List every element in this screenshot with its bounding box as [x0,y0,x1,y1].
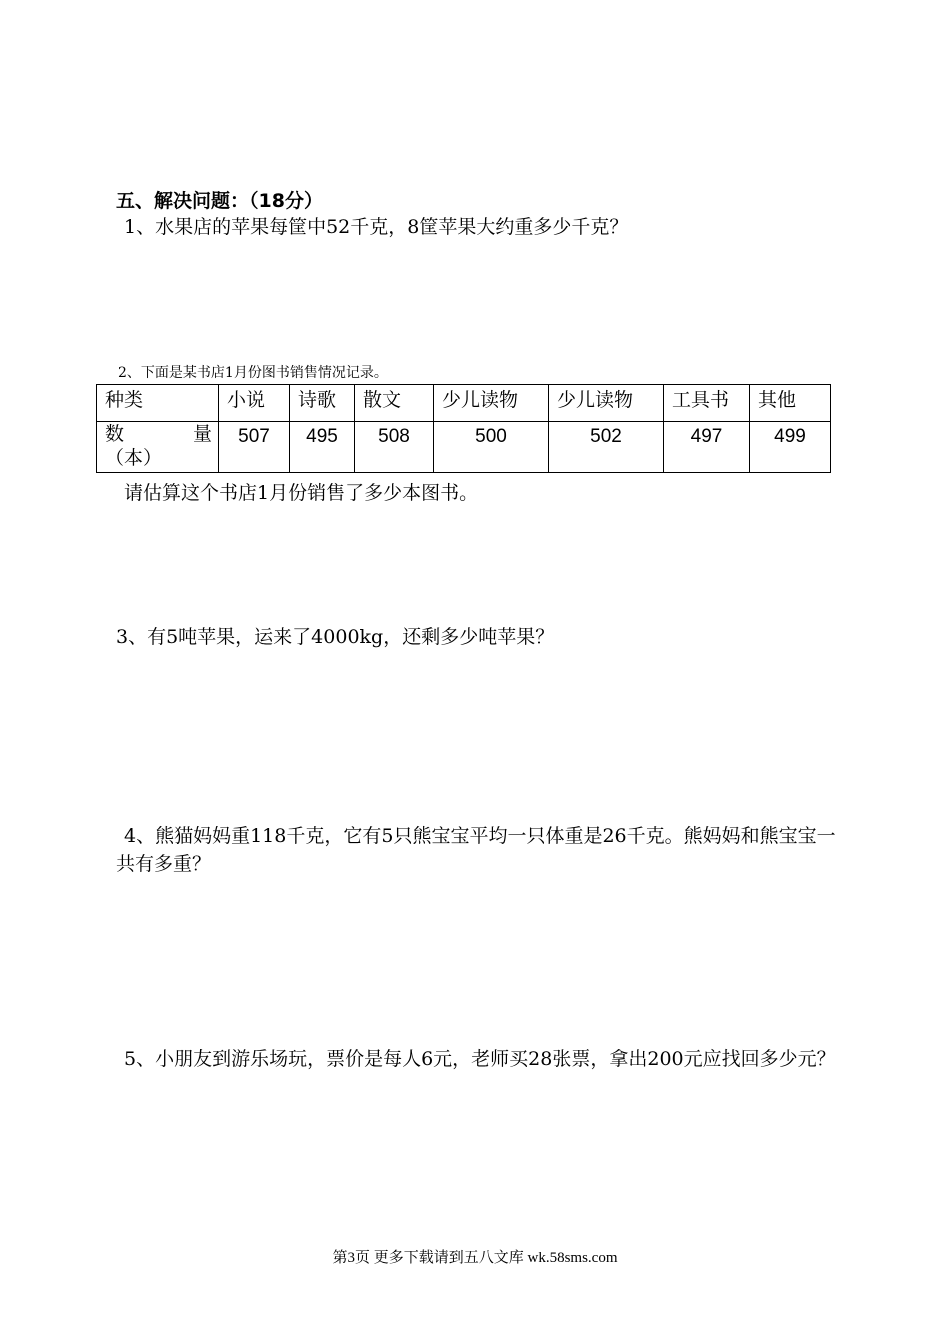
value-cell: 499 [750,422,831,473]
section-heading: 五、解决问题：（18分） [116,190,323,212]
row-label-unit: （本） [105,447,163,469]
value-cell: 500 [434,422,549,473]
row-label-part: 量 [192,423,212,445]
value-cell: 508 [355,422,434,473]
category-cell: 小说 [219,385,290,422]
row-label-part: 数 [105,423,125,445]
question-3: 3、有5吨苹果，运来了4000kg，还剩多少吨苹果？ [116,626,555,648]
category-cell: 诗歌 [290,385,355,422]
table-data-row [97,422,831,473]
question-2-prompt: 请估算这个书店1月份销售了多少本图书。 [124,482,479,504]
category-cell: 工具书 [664,385,750,422]
category-cell: 其他 [750,385,831,422]
value-cell: 502 [549,422,664,473]
value-cell: 497 [664,422,750,473]
category-cell: 少儿读物 [549,385,664,422]
category-cell: 散文 [355,385,434,422]
question-2-intro: 2、下面是某书店1月份图书销售情况记录。 [118,365,388,381]
book-sales-table [96,384,831,473]
page-footer: 第3页 更多下载请到五八文库 wk.58sms.com [332,1250,618,1266]
table-header-label: 种类 [97,385,219,422]
quantity-row-label [97,422,219,473]
question-4: 4、熊猫妈妈重118千克，它有5只熊宝宝平均一只体重是26千克。熊妈妈和熊宝宝一共有多重？ [116,825,836,875]
question-5: 5、小朋友到游乐场玩，票价是每人6元，老师买28张票，拿出200元应找回多少元？ [124,1048,836,1070]
table-header-row [97,385,831,422]
question-1: 1、水果店的苹果每筐中52千克，8筐苹果大约重多少千克？ [124,216,629,238]
category-cell: 少儿读物 [434,385,549,422]
value-cell: 507 [219,422,290,473]
value-cell: 495 [290,422,355,473]
